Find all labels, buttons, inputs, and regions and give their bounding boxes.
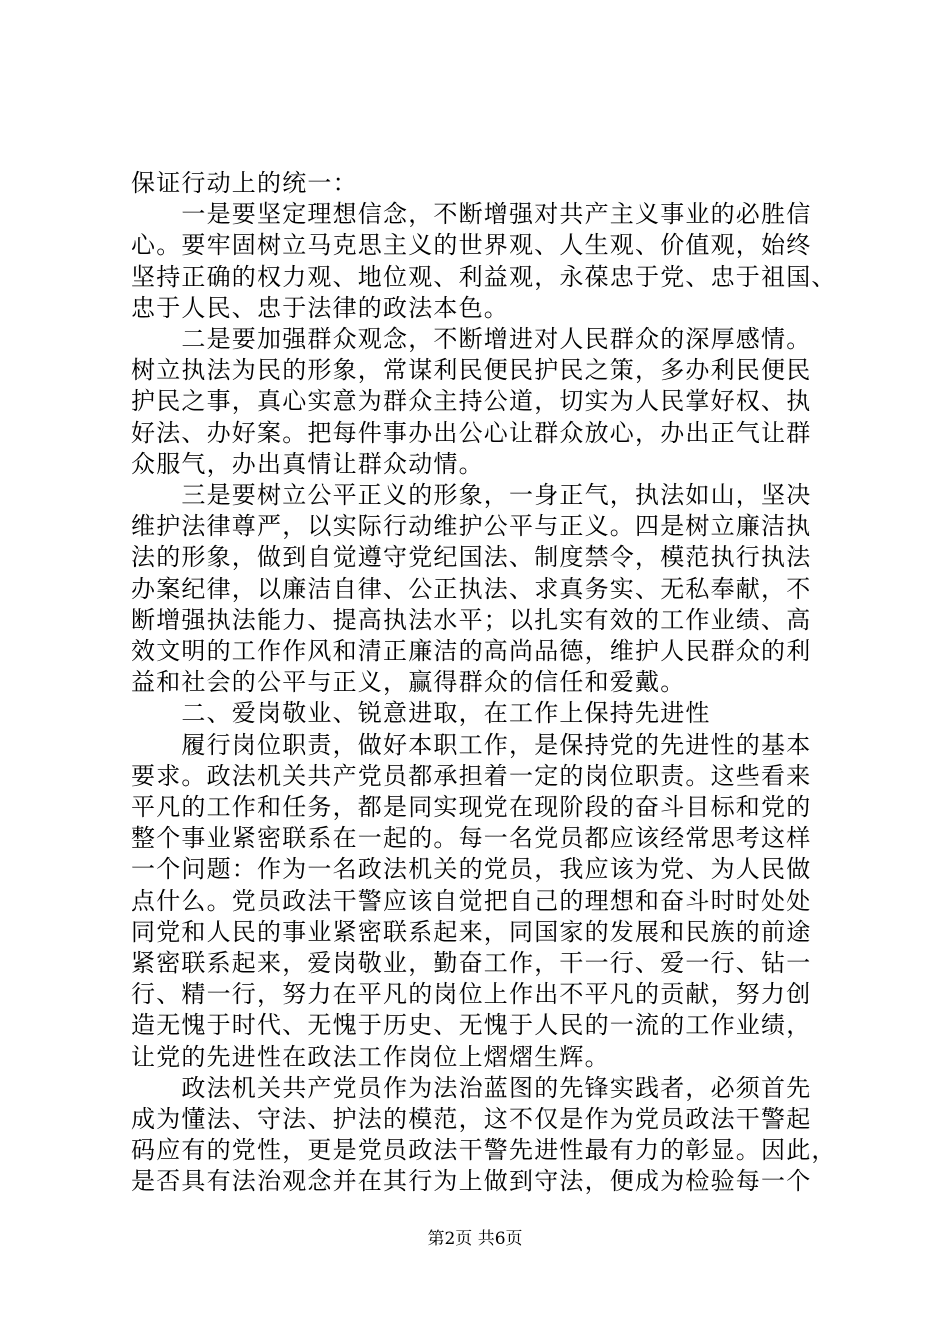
text-line: 三是要树立公平正义的形象，一身正气，执法如山，坚决 xyxy=(131,481,812,509)
text-line: 履行岗位职责，做好本职工作，是保持党的先进性的基本 xyxy=(131,730,812,759)
page-footer: 第2页 共6页 xyxy=(427,1229,523,1249)
text-line: 平凡的工作和任务，都是同实现党在现阶段的奋斗目标和党的 xyxy=(131,793,812,821)
text-line: 保证行动上的统一： xyxy=(131,169,358,197)
text-line: 点什么。党员政法干警应该自觉把自己的理想和奋斗时时处处 xyxy=(131,886,812,915)
section-heading: 二、爱岗敬业、锐意进取，在工作上保持先进性 xyxy=(131,699,711,728)
text-line: 是否具有法治观念并在其行为上做到守法，便成为检验每一个 xyxy=(131,1167,812,1196)
text-line: 要求。政法机关共产党员都承担着一定的岗位职责。这些看来 xyxy=(131,761,812,790)
text-line: 二是要加强群众观念，不断增进对人民群众的深厚感情。 xyxy=(131,325,812,353)
text-line: 一个问题：作为一名政法机关的党员，我应该为党、为人民做 xyxy=(131,855,812,884)
text-line: 众服气，办出真情让群众动情。 xyxy=(131,449,484,478)
text-line: 忠于人民、忠于法律的政法本色。 xyxy=(131,293,509,322)
text-line: 益和社会的公平与正义，赢得群众的信任和爱戴。 xyxy=(131,668,686,697)
text-line: 心。要牢固树立马克思主义的世界观、人生观、价值观，始终 xyxy=(131,231,812,260)
text-line: 办案纪律，以廉洁自律、公正执法、求真务实、无私奉献，不 xyxy=(131,574,812,603)
text-line: 成为懂法、守法、护法的模范，这不仅是作为党员政法干警起 xyxy=(131,1105,812,1133)
text-line: 码应有的党性，更是党员政法干警先进性最有力的彰显。因此， xyxy=(131,1136,837,1165)
text-line: 紧密联系起来，爱岗敬业，勤奋工作，干一行、爱一行、钻一 xyxy=(131,949,812,977)
text-line: 一是要坚定理想信念，不断增强对共产主义事业的必胜信 xyxy=(131,200,812,229)
text-line: 效文明的工作作风和清正廉洁的高尚品德，维护人民群众的利 xyxy=(131,637,812,665)
text-line: 护民之事，真心实意为群众主持公道，切实为人民掌好权、执 xyxy=(131,387,812,416)
text-line: 坚持正确的权力观、地位观、利益观，永葆忠于党、忠于祖国、 xyxy=(131,262,837,291)
text-line: 好法、办好案。把每件事办出公心让群众放心，办出正气让群 xyxy=(131,418,812,447)
text-line: 让党的先进性在政法工作岗位上熠熠生辉。 xyxy=(131,1042,610,1071)
text-line: 政法机关共产党员作为法治蓝图的先锋实践者，必须首先 xyxy=(131,1073,812,1102)
text-line: 同党和人民的事业紧密联系起来，同国家的发展和民族的前途 xyxy=(131,917,812,946)
text-line: 行、精一行，努力在平凡的岗位上作出不平凡的贡献，努力创 xyxy=(131,980,812,1009)
text-line: 造无愧于时代、无愧于历史、无愧于人民的一流的工作业绩， xyxy=(131,1011,812,1040)
text-line: 树立执法为民的形象，常谋利民便民护民之策，多办利民便民 xyxy=(131,356,812,385)
text-line: 维护法律尊严，以实际行动维护公平与正义。四是树立廉洁执 xyxy=(131,512,812,541)
text-line: 断增强执法能力、提高执法水平；以扎实有效的工作业绩、高 xyxy=(131,605,812,634)
text-line: 整个事业紧密联系在一起的。每一名党员都应该经常思考这样 xyxy=(131,824,812,853)
text-line: 法的形象，做到自觉遵守党纪国法、制度禁令，模范执行执法 xyxy=(131,543,812,572)
